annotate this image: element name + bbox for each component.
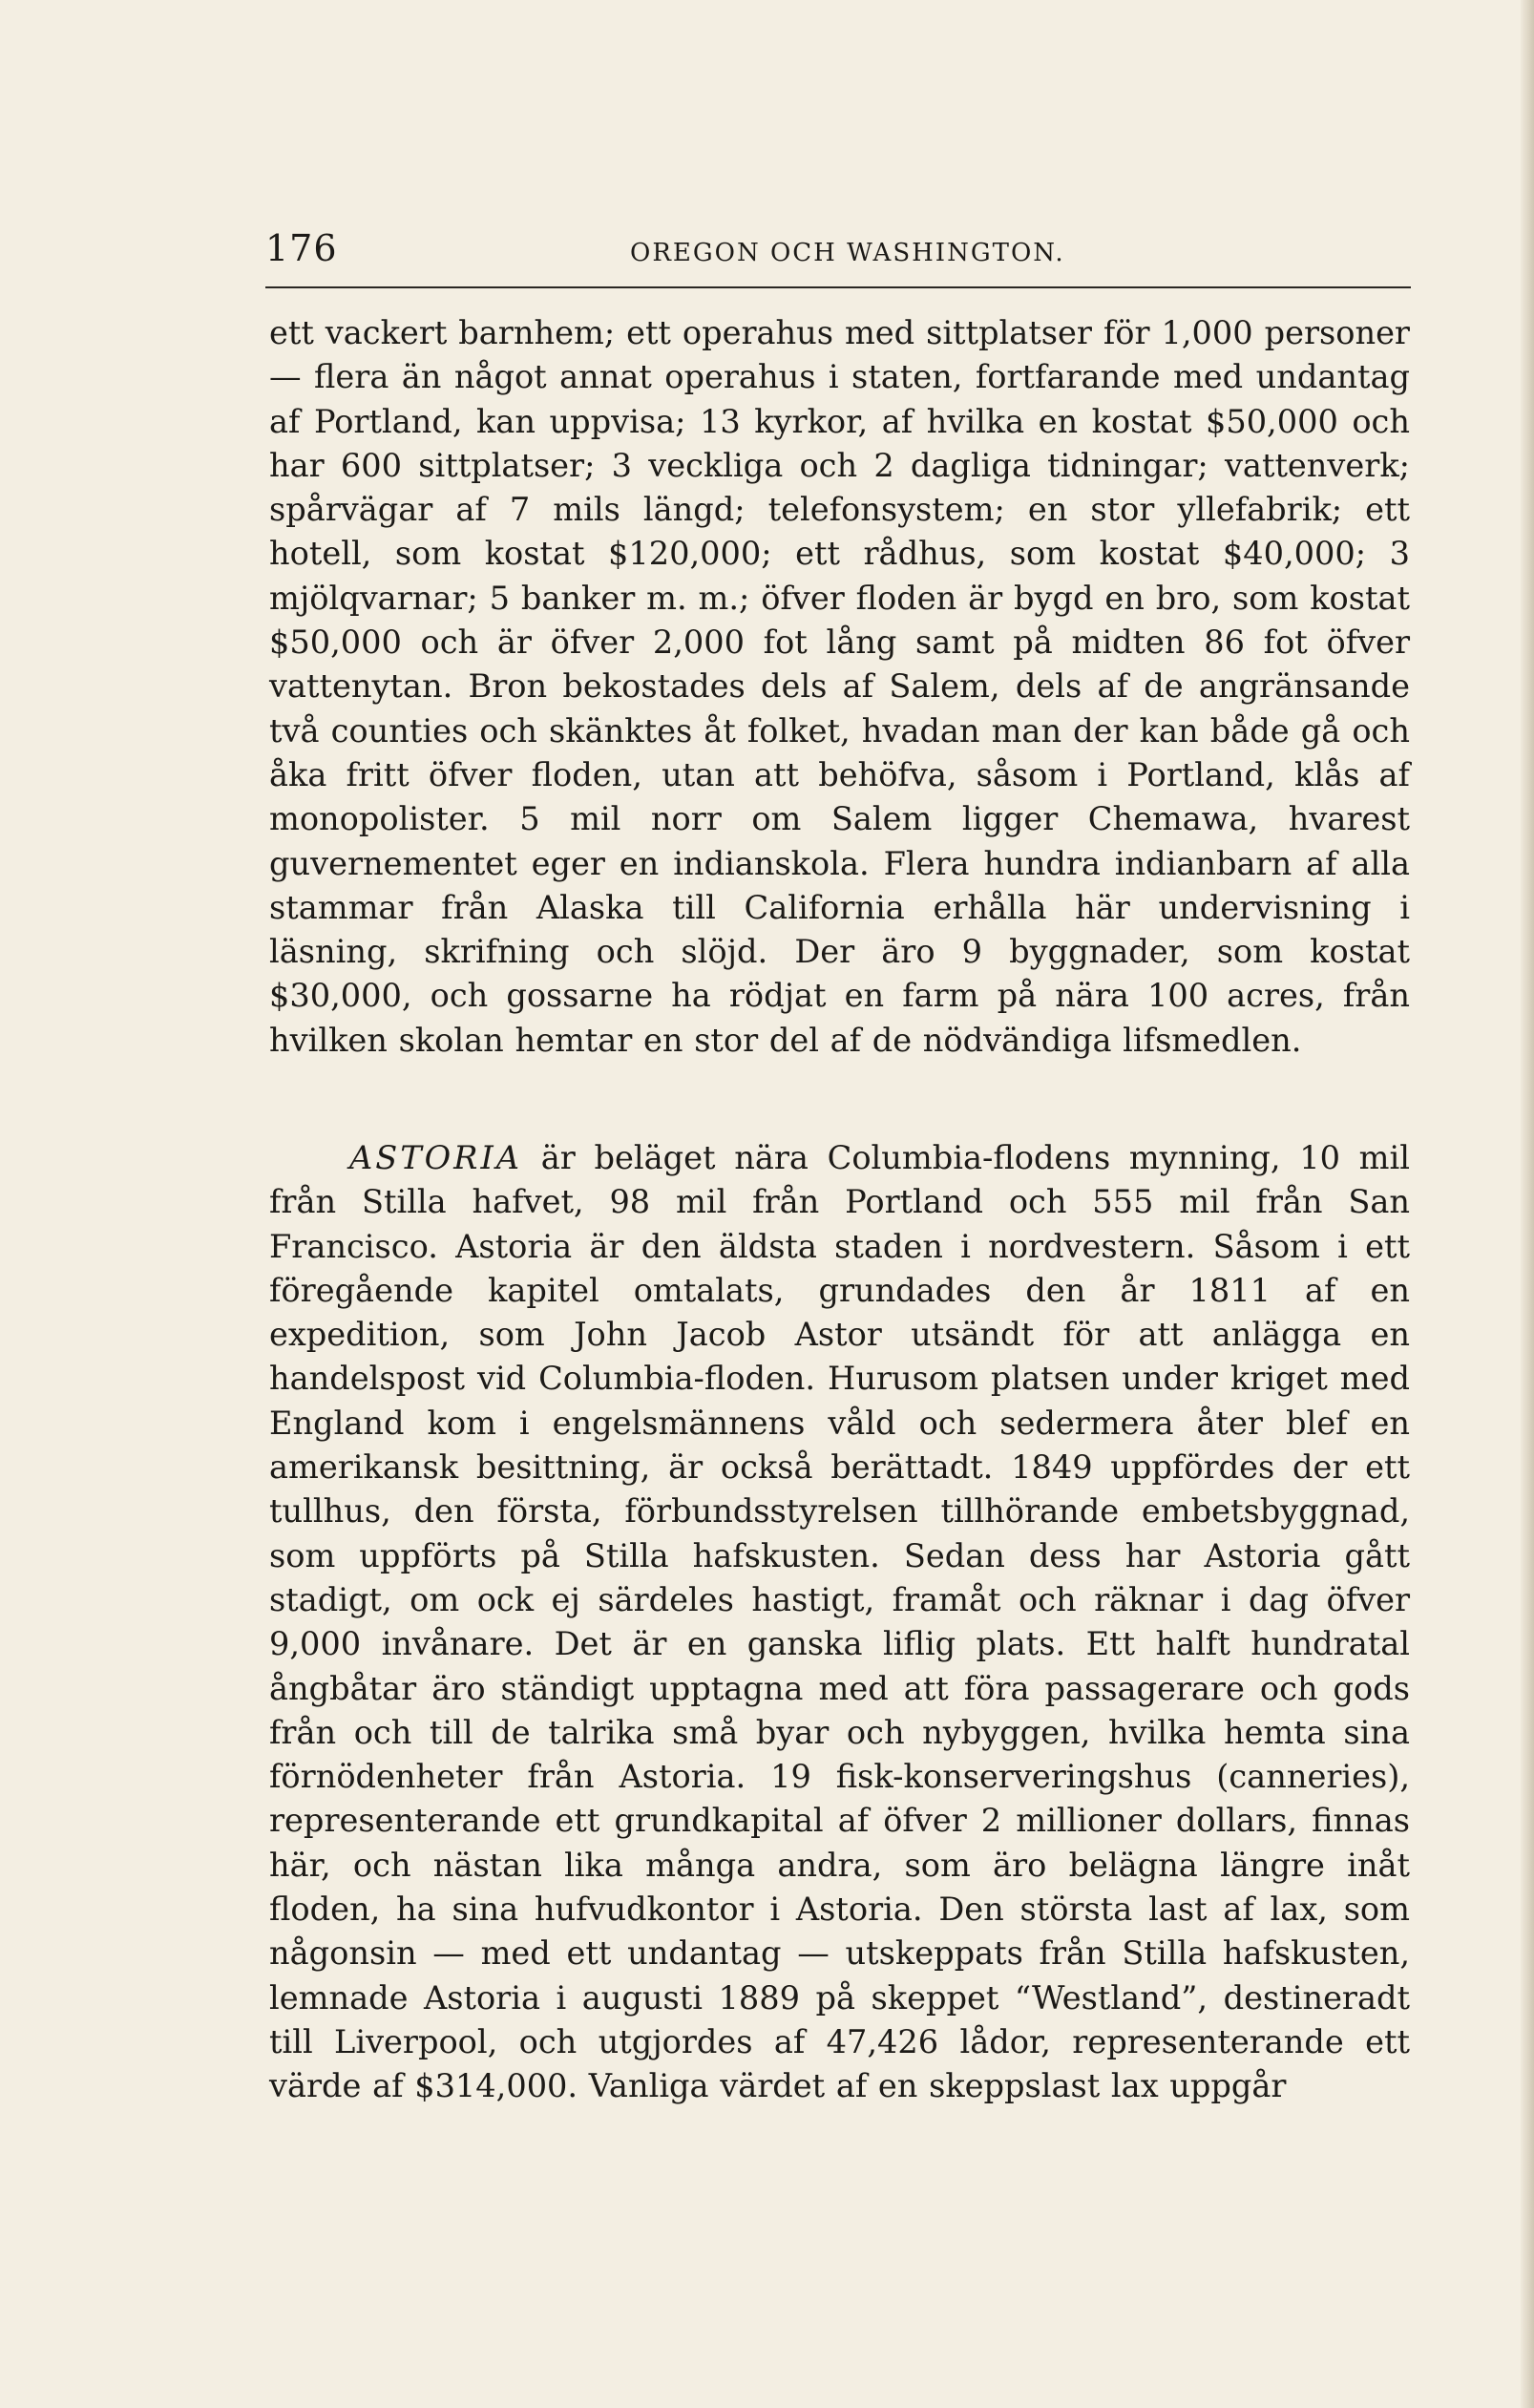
running-head: OREGON OCH WASHINGTON. [630,239,1065,267]
page-header [265,227,1411,285]
paragraph-astoria-text: är beläget nära Columbia-flodens mynning, 10 mil från Stilla hafvet, 98 mil från Portland och 555 mil från San Francisco. Astoria är den äldsta staden i nordvestern. Såsom i ett föregående kapitel omtalats, grundades den år 1811 af en expedition, som John Jacob Astor utsändt för att anlägga en handelspost vid Columbia-floden. Hurusom platsen under kriget med England kom i engelsmännens våld och sedermera åter blef en amerikansk besittning, är också berättadt. 1849 uppfördes der ett tullhus, den första, förbundsstyrelsen tillhörande embetsbyggnad, som uppförts på Stilla hafskusten. Sedan dess har Astoria gått stadigt, om ock ej särdeles hastigt, framåt och räknar i dag öfver 9,000 invånare. Det är en ganska liflig plats. Ett halft hundratal ångbåtar äro ständigt upptagna med att föra passagerare och gods från och till de talrika små byar och nybyggen, hvilka hemta sina förnödenheter från Astoria. 19 fisk-konserveringshus (canneries), representerande ett grundkapital af öfver 2 millioner dollars, finnas här, och nästan lika många andra, som äro belägna längre inåt floden, ha sina hufvudkontor i Astoria. Den största last af lax, som någonsin — med ett undantag — utskeppats från Stilla hafskusten, lemnade Astoria i augusti 1889 på skeppet “Westland”, destineradt till Liverpool, och utgjordes af 47,426 lådor, representerande ett värde af $314,000. Vanliga värdet af en skeppslast lax uppgår [269,1139,1410,2105]
header-rule [265,286,1411,288]
paragraph-astoria [269,1136,1410,2109]
paragraph-salem-text: ett vackert barnhem; ett operahus med sittplatser för 1,000 personer — flera än något annat operahus i staten, fortfarande med undantag af Portland, kan uppvisa; 13 kyrkor, af hvilka en kostat $50,000 och har 600 sittplatser; 3 veckliga och 2 dagliga tidningar; vattenverk; spårvägar af 7 mils längd; telefonsystem; en stor yllefabrik; ett hotell, som kostat $120,000; ett rådhus, som kostat $40,000; 3 mjölqvarnar; 5 banker m. m.; öfver floden är bygd en bro, som kostat $50,000 och är öfver 2,000 fot lång samt på midten 86 fot öfver vattenytan. Bron bekostades dels af Salem, dels af de angränsande två counties och skänktes åt folket, hvadan man der kan både gå och åka fritt öfver floden, utan att behöfva, såsom i Portland, klås af monopolister. 5 mil norr om Salem ligger Chemawa, hvarest guvernementet eger en indianskola. Flera hundra indianbarn af alla stammar från Alaska till California erhålla här undervisning i läsning, skrifning och slöjd. Der äro 9 byggnader, som kostat $30,000, och gossarne ha rödjat en farm på nära 100 acres, från hvilken skolan hemtar en stor del af de nödvändiga lifsmedlen. [269,314,1410,1059]
page-edge-shadow [1521,0,1534,2408]
paragraph-salem [269,311,1410,1063]
place-name-astoria: ASTORIA [349,1139,522,1176]
page-number: 176 [265,227,338,269]
